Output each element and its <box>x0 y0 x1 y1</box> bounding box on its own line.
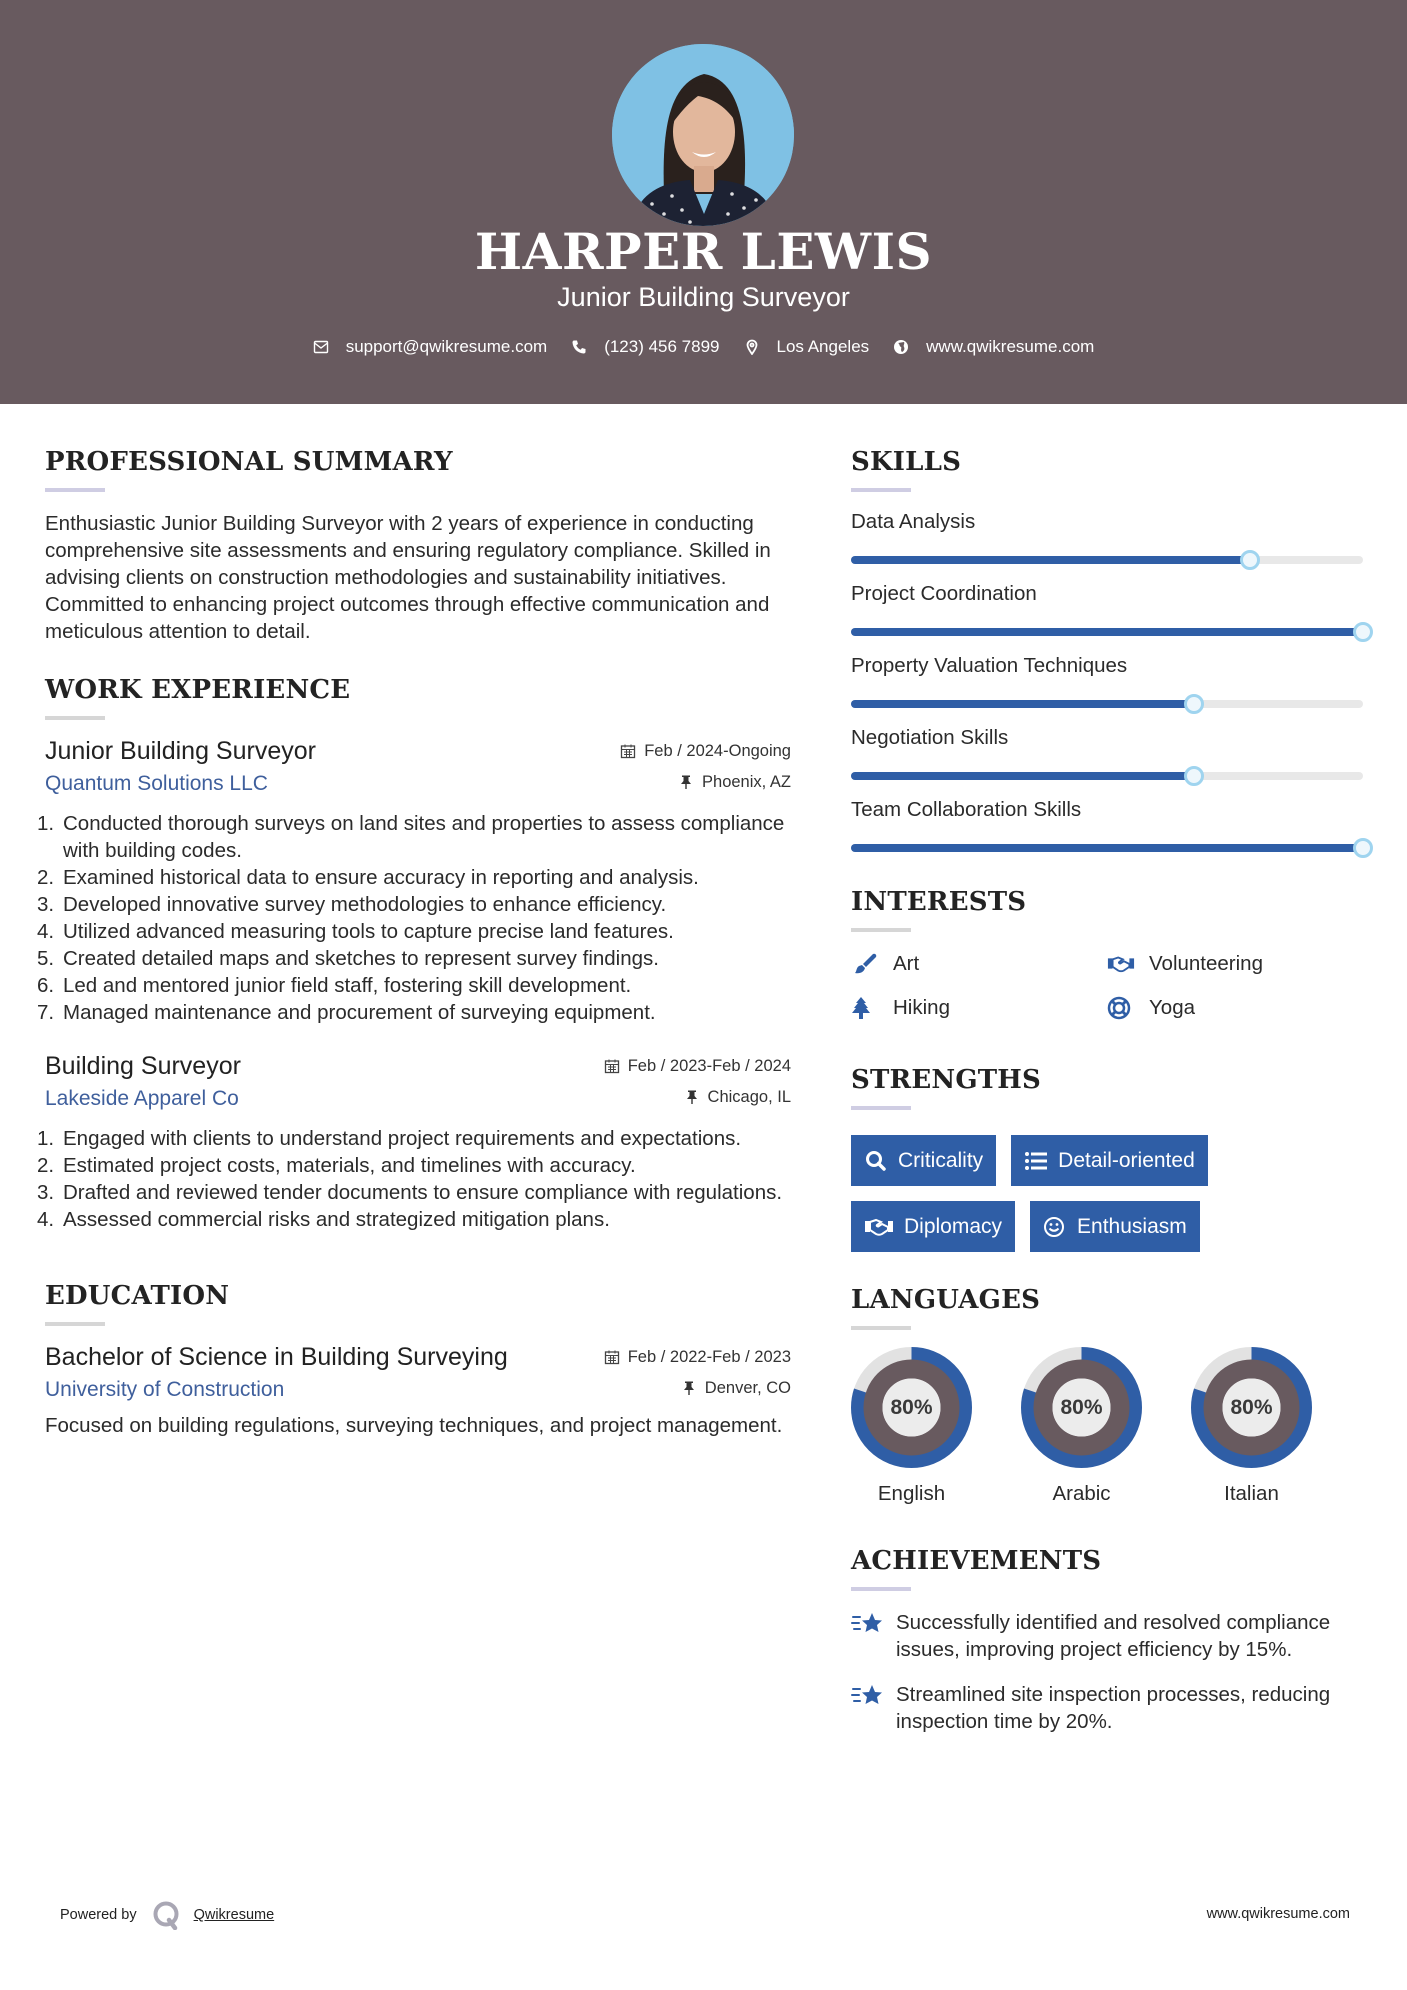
skill-level-knob <box>1353 838 1373 858</box>
skill-level-bar <box>851 700 1363 708</box>
language-item <box>1191 1347 1361 1506</box>
search-icon <box>864 1150 888 1172</box>
language-proficiency-donut <box>851 1347 972 1468</box>
achievement-item <box>851 1681 1363 1735</box>
contact-phone[interactable] <box>571 337 719 357</box>
list-item: 1. Engaged with clients to understand project requirements and expectations. <box>37 1127 742 1150</box>
education-description: Focused on building regulations, surveying techniques, and project management. <box>45 1414 783 1437</box>
interests-section <box>851 887 1363 1023</box>
tree-icon <box>851 996 879 1020</box>
list-item: 6. Led and mentored junior field staff, fostering skill development. <box>37 974 632 997</box>
job-dates-text: Feb / 2024-Ongoing <box>644 741 791 760</box>
profile-photo-image <box>612 44 794 226</box>
education-section <box>45 1281 791 1439</box>
language-percent: 80% <box>1060 1395 1103 1419</box>
smile-icon <box>1043 1216 1067 1238</box>
skill-name: Data Analysis <box>851 510 976 533</box>
skill-level-knob <box>1184 694 1204 714</box>
strengths-section <box>851 1065 1363 1252</box>
job-dates <box>604 1057 791 1076</box>
resume-header <box>0 0 1407 404</box>
list-item: 3. Drafted and reviewed tender documents to ensure compliance with regulations. <box>37 1181 783 1204</box>
contact-email-text: support@qwikresume.com <box>345 337 548 356</box>
section-underline <box>45 1322 105 1326</box>
globe-icon <box>893 339 909 355</box>
job-responsibilities <box>37 1125 791 1233</box>
envelope-icon <box>313 339 329 355</box>
section-heading: ACHIEVEMENTS <box>851 1546 1102 1576</box>
strength-label: Detail-oriented <box>1058 1148 1195 1172</box>
contact-location-text: Los Angeles <box>776 337 870 356</box>
interest-label: Hiking <box>893 996 950 1019</box>
job-location-text: Chicago, IL <box>707 1087 791 1106</box>
skill-item <box>851 654 1363 708</box>
job-location <box>678 773 791 792</box>
job-dates-text: Feb / 2023-Feb / 2024 <box>627 1056 791 1075</box>
job-entry <box>37 737 791 1026</box>
section-heading: INTERESTS <box>851 887 1027 917</box>
strength-label: Enthusiasm <box>1077 1214 1187 1238</box>
job-entry <box>37 1052 791 1233</box>
skills-section <box>851 447 1363 852</box>
interest-label: Yoga <box>1149 996 1195 1019</box>
paintbrush-icon <box>851 952 879 976</box>
list-item: 3. Developed innovative survey methodologies to enhance efficiency. <box>37 893 667 916</box>
profile-photo <box>612 44 794 226</box>
strength-tag-enthusiasm <box>1030 1201 1200 1252</box>
skill-level-knob <box>1240 550 1260 570</box>
section-heading: EDUCATION <box>45 1281 230 1311</box>
strength-tag-detail-oriented <box>1011 1135 1208 1186</box>
footer-website[interactable]: www.qwikresume.com <box>1206 1906 1350 1922</box>
education-dates <box>604 1348 791 1367</box>
pushpin-icon <box>678 774 694 790</box>
contact-website-text: www.qwikresume.com <box>926 337 1095 356</box>
lifebuoy-icon <box>1107 996 1135 1020</box>
summary-section <box>45 447 791 645</box>
section-underline <box>851 1106 911 1110</box>
powered-by-label: Powered by <box>60 1907 137 1923</box>
skill-name: Team Collaboration Skills <box>851 798 1082 821</box>
section-heading: LANGUAGES <box>851 1285 1041 1315</box>
job-role: Building Surveyor <box>45 1052 241 1080</box>
handshake-icon <box>864 1216 894 1238</box>
contact-email[interactable] <box>313 337 548 357</box>
section-underline <box>851 1326 911 1330</box>
school-name: University of Construction <box>45 1378 285 1401</box>
language-item <box>851 1347 1021 1506</box>
language-percent: 80% <box>890 1395 933 1419</box>
education-location-text: Denver, CO <box>704 1378 791 1397</box>
job-responsibilities <box>37 810 791 1026</box>
pushpin-icon <box>684 1089 700 1105</box>
interest-label: Volunteering <box>1149 952 1263 975</box>
languages-section <box>851 1285 1363 1506</box>
calendar-icon <box>604 1058 620 1074</box>
calendar-icon <box>604 1349 620 1365</box>
section-underline <box>45 716 105 720</box>
candidate-title: Junior Building Surveyor <box>557 282 850 312</box>
section-underline <box>851 1587 911 1591</box>
job-dates <box>620 742 791 761</box>
skill-name: Project Coordination <box>851 582 1037 605</box>
company-name: Quantum Solutions LLC <box>45 772 268 795</box>
language-percent: 80% <box>1230 1395 1273 1419</box>
list-item: 5. Created detailed maps and sketches to represent survey findings. <box>37 947 659 970</box>
section-underline <box>851 928 911 932</box>
section-heading: STRENGTHS <box>851 1065 1042 1095</box>
qwikresume-logo-icon <box>152 1900 182 1930</box>
section-heading: WORK EXPERIENCE <box>45 675 351 705</box>
language-item <box>1021 1347 1191 1506</box>
right-column <box>851 447 1363 1735</box>
skill-level-fill <box>851 772 1194 780</box>
qwikresume-link[interactable]: Qwikresume <box>193 1907 275 1923</box>
phone-icon <box>571 339 587 355</box>
skill-level-fill <box>851 556 1250 564</box>
list-icon <box>1024 1150 1048 1172</box>
language-proficiency-donut <box>1021 1347 1142 1468</box>
skill-item <box>851 798 1363 852</box>
interest-volunteering <box>1107 949 1363 979</box>
achievement-text: Streamlined site inspection processes, reducing inspection time by 20%. <box>896 1683 1331 1733</box>
skill-level-bar <box>851 844 1363 852</box>
skill-level-fill <box>851 844 1363 852</box>
degree-name: Bachelor of Science in Building Surveying <box>45 1343 508 1371</box>
candidate-name: HARPER LEWIS <box>474 222 933 281</box>
achievements-section <box>851 1546 1363 1735</box>
shooting-star-icon <box>851 1681 885 1709</box>
skill-level-bar <box>851 628 1363 636</box>
interest-hiking <box>851 993 1107 1023</box>
calendar-icon <box>620 743 636 759</box>
contact-website[interactable] <box>893 337 1094 357</box>
list-item: 2. Examined historical data to ensure accuracy in reporting and analysis. <box>37 866 699 889</box>
handshake-icon <box>1107 952 1135 976</box>
achievement-item <box>851 1609 1363 1663</box>
strength-tag-diplomacy <box>851 1201 1015 1252</box>
section-underline <box>45 488 105 492</box>
language-name: Italian <box>1224 1482 1279 1505</box>
skill-item <box>851 726 1363 780</box>
list-item: 2. Estimated project costs, materials, and timelines with accuracy. <box>37 1154 636 1177</box>
list-item: 4. Assessed commercial risks and strategized mitigation plans. <box>37 1208 610 1231</box>
interest-label: Art <box>893 952 920 975</box>
job-location-text: Phoenix, AZ <box>702 772 791 791</box>
education-dates-text: Feb / 2022-Feb / 2023 <box>627 1347 791 1366</box>
skill-level-fill <box>851 700 1194 708</box>
section-heading: PROFESSIONAL SUMMARY <box>45 447 453 477</box>
language-proficiency-donut <box>1191 1347 1312 1468</box>
interest-art <box>851 949 1107 979</box>
pushpin-icon <box>681 1380 697 1396</box>
skill-name: Negotiation Skills <box>851 726 1009 749</box>
footer-powered-by <box>60 1900 274 1930</box>
company-name: Lakeside Apparel Co <box>45 1087 239 1110</box>
interest-yoga <box>1107 993 1363 1023</box>
strength-label: Diplomacy <box>904 1214 1003 1238</box>
map-pin-icon <box>744 339 760 355</box>
job-role: Junior Building Surveyor <box>45 737 316 765</box>
skill-item <box>851 582 1363 636</box>
summary-text: Enthusiastic Junior Building Surveyor with 2 years of experience in conducting comprehensive site assessments and ensuring regulatory compliance. Skilled in advising clients on construction methodologies and sustainability initiatives. Committed to enhancing project outcomes through effective communication and meticulous attention to detail. <box>45 512 771 643</box>
strength-label: Criticality <box>898 1148 984 1172</box>
job-location <box>684 1088 791 1107</box>
shooting-star-icon <box>851 1609 885 1637</box>
language-name: English <box>877 1482 946 1505</box>
contact-location <box>744 337 870 357</box>
skill-level-knob <box>1184 766 1204 786</box>
achievement-text: Successfully identified and resolved compliance issues, improving project efficiency by 15%. <box>896 1611 1331 1661</box>
skill-level-knob <box>1353 622 1373 642</box>
list-item: 4. Utilized advanced measuring tools to capture precise land features. <box>37 920 674 943</box>
list-item: 7. Managed maintenance and procurement of surveying equipment. <box>37 1001 656 1024</box>
education-location <box>681 1379 791 1398</box>
strength-tag-criticality <box>851 1135 996 1186</box>
section-underline <box>851 488 911 492</box>
left-column <box>37 447 791 1439</box>
skill-level-bar <box>851 772 1363 780</box>
skill-name: Property Valuation Techniques <box>851 654 1128 677</box>
skill-level-fill <box>851 628 1363 636</box>
experience-section <box>37 675 791 1233</box>
skill-item <box>851 510 1363 564</box>
list-item: 1. Conducted thorough surveys on land sites and properties to assess compliance with building codes. <box>37 812 785 862</box>
language-name: Arabic <box>1052 1482 1111 1505</box>
skill-level-bar <box>851 556 1363 564</box>
education-entry <box>45 1343 791 1439</box>
contact-phone-text: (123) 456 7899 <box>604 337 720 356</box>
section-heading: SKILLS <box>851 447 962 477</box>
contact-bar <box>0 337 1407 357</box>
